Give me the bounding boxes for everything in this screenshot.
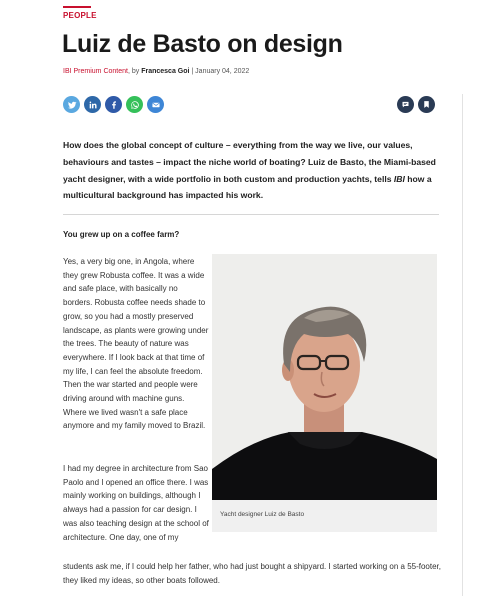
bookmark-icon[interactable] xyxy=(418,96,435,113)
answer-paragraph-2-continued: students ask me, if I could help her father, who had just bought a shipyard. I started working on a 55-footer, they liked my ideas, so other boats followed. xyxy=(63,562,441,585)
linkedin-icon[interactable] xyxy=(84,96,101,113)
answer-paragraph-2: I had my degree in architecture from Sao Paolo and I opened an office there. I was mainly working on buildings, although I always had a passion for car design. I was also teaching design at the school of architecture. One day, one of my xyxy=(63,464,209,542)
answer-paragraph-1: Yes, a very big one, in Angola, where they grew Robusta coffee. It was a wide and safe place, with basically no borders. Robusta coffee needs shade to grow, so you had a mostly preserved landscape, as plants were growing under the trees. The beauty of nature was everywhere. If I look back at that time of my life, I can feel the absolute freedom. Then the war started and people were driving around with machine guns. Where we lived wasn't a safe place anymore and my family moved to Brazil. xyxy=(63,257,209,431)
section-rule xyxy=(63,6,91,8)
byline xyxy=(63,68,249,75)
column-divider xyxy=(462,94,463,596)
twitter-icon[interactable] xyxy=(63,96,80,113)
publish-date: January 04, 2022 xyxy=(195,68,250,75)
interview-question: You grew up on a coffee farm? xyxy=(63,230,180,239)
share-bar xyxy=(63,96,164,114)
lead-text-end: how a multicultural background has impacted his work. xyxy=(63,173,432,201)
section-link[interactable]: PEOPLE xyxy=(63,11,97,20)
facebook-icon[interactable] xyxy=(105,96,122,113)
lead-divider xyxy=(63,214,439,215)
author-link[interactable]: Francesca Goi xyxy=(141,68,190,75)
article-figure xyxy=(212,254,437,532)
byline-separator: | xyxy=(189,68,196,75)
byline-by: , by xyxy=(127,68,142,75)
whatsapp-icon[interactable] xyxy=(126,96,143,113)
article-title: Luiz de Basto on design xyxy=(62,30,343,58)
article-tools xyxy=(397,96,435,113)
article-lead xyxy=(63,137,443,204)
lead-text: How does the global concept of culture – everything from the way we live, our values, behaviours and tastes – impact the niche world of boating? Luiz de Basto, the Miami-based yacht designer, with a wide portfolio in both custom and production yachts, tells xyxy=(63,140,436,184)
lead-emphasis: IBI xyxy=(393,173,405,184)
comment-icon[interactable] xyxy=(397,96,414,113)
publication-link[interactable]: IBI Premium Content xyxy=(63,68,128,75)
email-icon[interactable] xyxy=(147,96,164,113)
portrait-photo xyxy=(212,254,437,500)
photo-caption: Yacht designer Luiz de Basto xyxy=(220,511,305,518)
